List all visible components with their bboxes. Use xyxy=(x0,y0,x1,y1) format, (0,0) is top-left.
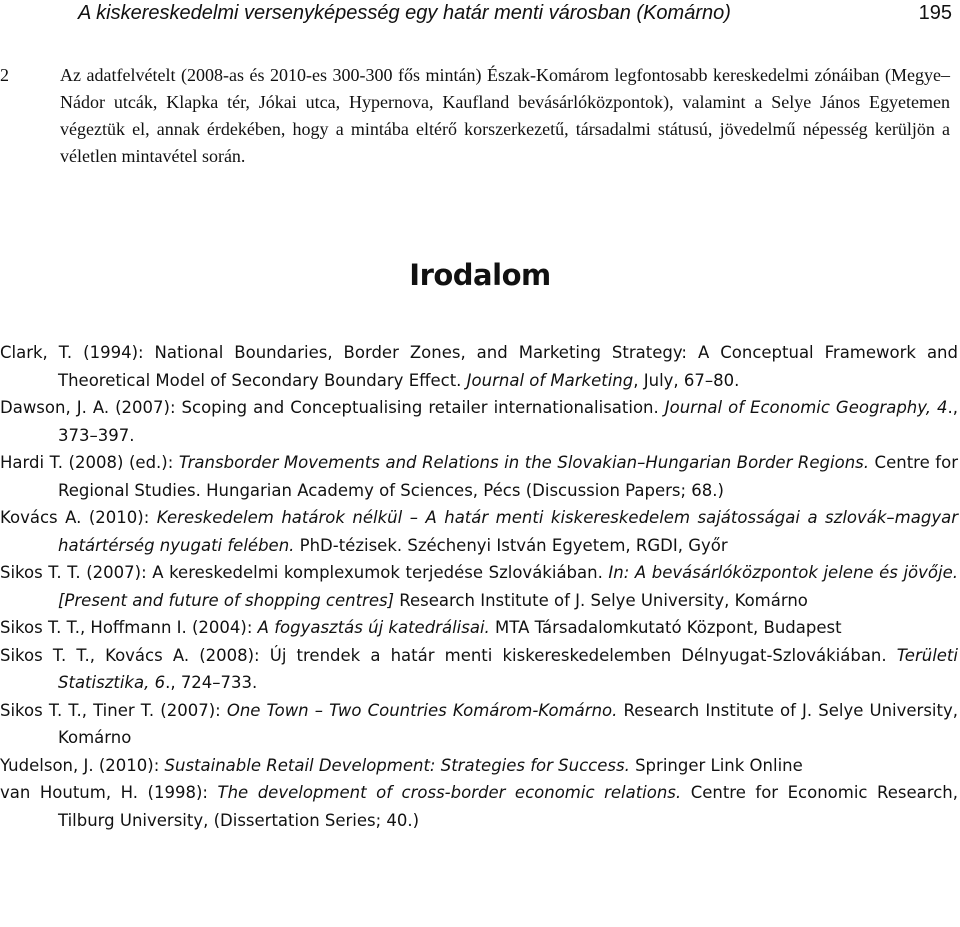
ref-text: Kovács A. (2010): xyxy=(0,508,157,527)
ref-text: ., 724–733. xyxy=(165,673,258,692)
ref-text: Hardi T. (2008) (ed.): xyxy=(0,453,179,472)
ref-title-italic: Journal of Marketing xyxy=(466,370,634,390)
running-header xyxy=(0,2,960,32)
reference-entry xyxy=(0,394,958,449)
ref-text: MTA Társadalomkutató Központ, Budapest xyxy=(489,618,842,637)
ref-title-italic: Transborder Movements and Relations in the Slovakian–Hungarian Border Regions. xyxy=(178,453,869,472)
ref-text: van Houtum, H. (1998): xyxy=(0,783,218,802)
page-number: 195 xyxy=(918,2,952,24)
ref-text: PhD-tézisek. Széchenyi István Egyetem, RGDI, Győr xyxy=(294,535,728,555)
ref-title-italic: Területi Statisztika, 6 xyxy=(58,645,958,692)
ref-text: Springer Link Online xyxy=(629,755,803,775)
reference-entry xyxy=(0,614,958,642)
ref-text: Research Institute of J. Selye University, Komárno xyxy=(58,700,958,747)
reference-list xyxy=(0,339,958,834)
ref-title-italic: In: A bevásárlóközpontok jelene és jövője. [Present and future of shopping centres] xyxy=(58,563,958,610)
reference-entry xyxy=(0,339,958,394)
section-title: Irodalom xyxy=(409,258,551,292)
running-title: A kiskereskedelmi versenyképesség egy határ menti városban (Komárno) xyxy=(78,2,731,24)
ref-text: Centre for Regional Studies. Hungarian Academy of Sciences, Pécs (Discussion Papers; 68.) xyxy=(58,453,958,500)
ref-text: Dawson, J. A. (2007): Scoping and Conceptualising retailer internationalisation. xyxy=(0,398,665,417)
reference-entry xyxy=(0,752,958,780)
ref-title-italic: Journal of Economic Geography, 4 xyxy=(664,398,948,417)
ref-text: Clark, T. (1994): National Boundaries, Border Zones, and Marketing Strategy: A Conceptual Framework and Theoretical Model of Secondary Boundary Effect. xyxy=(0,343,958,390)
ref-title-italic: One Town – Two Countries Komárom-Komárno. xyxy=(226,700,618,720)
ref-title-italic: The development of cross-border economic relations. xyxy=(217,783,682,802)
ref-text: , July, 67–80. xyxy=(633,370,740,390)
reference-entry xyxy=(0,779,958,834)
reference-entry xyxy=(0,642,958,697)
ref-text: Sikos T. T. (2007): A kereskedelmi komplexumok terjedése Szlovákiában. xyxy=(0,563,609,582)
footnote-number: 2 xyxy=(0,65,9,85)
reference-entry xyxy=(0,559,958,614)
ref-text: Research Institute of J. Selye University, Komárno xyxy=(394,590,808,610)
reference-entry xyxy=(0,697,958,752)
footnote xyxy=(0,62,950,170)
ref-text: Centre for Economic Research, Tilburg University, (Dissertation Series; 40.) xyxy=(58,783,958,830)
ref-text: ., 373–397. xyxy=(58,398,958,445)
ref-text: Yudelson, J. (2010): xyxy=(0,755,165,775)
ref-text: Sikos T. T., Tiner T. (2007): xyxy=(0,700,227,720)
reference-entry xyxy=(0,504,958,559)
ref-text: Sikos T. T., Kovács A. (2008): Új trendek a határ menti kiskereskedelemben Délnyugat-Szlovákiában. xyxy=(0,645,897,665)
reference-entry xyxy=(0,449,958,504)
ref-title-italic: Kereskedelem határok nélkül – A határ menti kiskereskedelem sajátosságai a szlovák–magyar határtérség nyugati felében. xyxy=(58,508,958,555)
ref-title-italic: Sustainable Retail Development: Strategies for Success. xyxy=(164,755,630,775)
footnote-text: Az adatfelvételt (2008-as és 2010-es 300-300 fős mintán) Észak-Komárom legfontosabb kereskedelmi zónáiban (Megye–Nádor utcák, Klapka tér, Jókai utca, Hypernova, Kaufland bevásárlóközpontok), valamint a Selye János Egyetemen végeztük el, annak érdekében, hogy a mintába eltérő korszerkezetű, társadalmi státusú, jövedelmű népesség kerüljön a véletlen mintavétel során. xyxy=(60,65,950,166)
ref-title-italic: A fogyasztás új katedrálisai. xyxy=(257,618,490,637)
ref-text: Sikos T. T., Hoffmann I. (2004): xyxy=(0,618,258,637)
